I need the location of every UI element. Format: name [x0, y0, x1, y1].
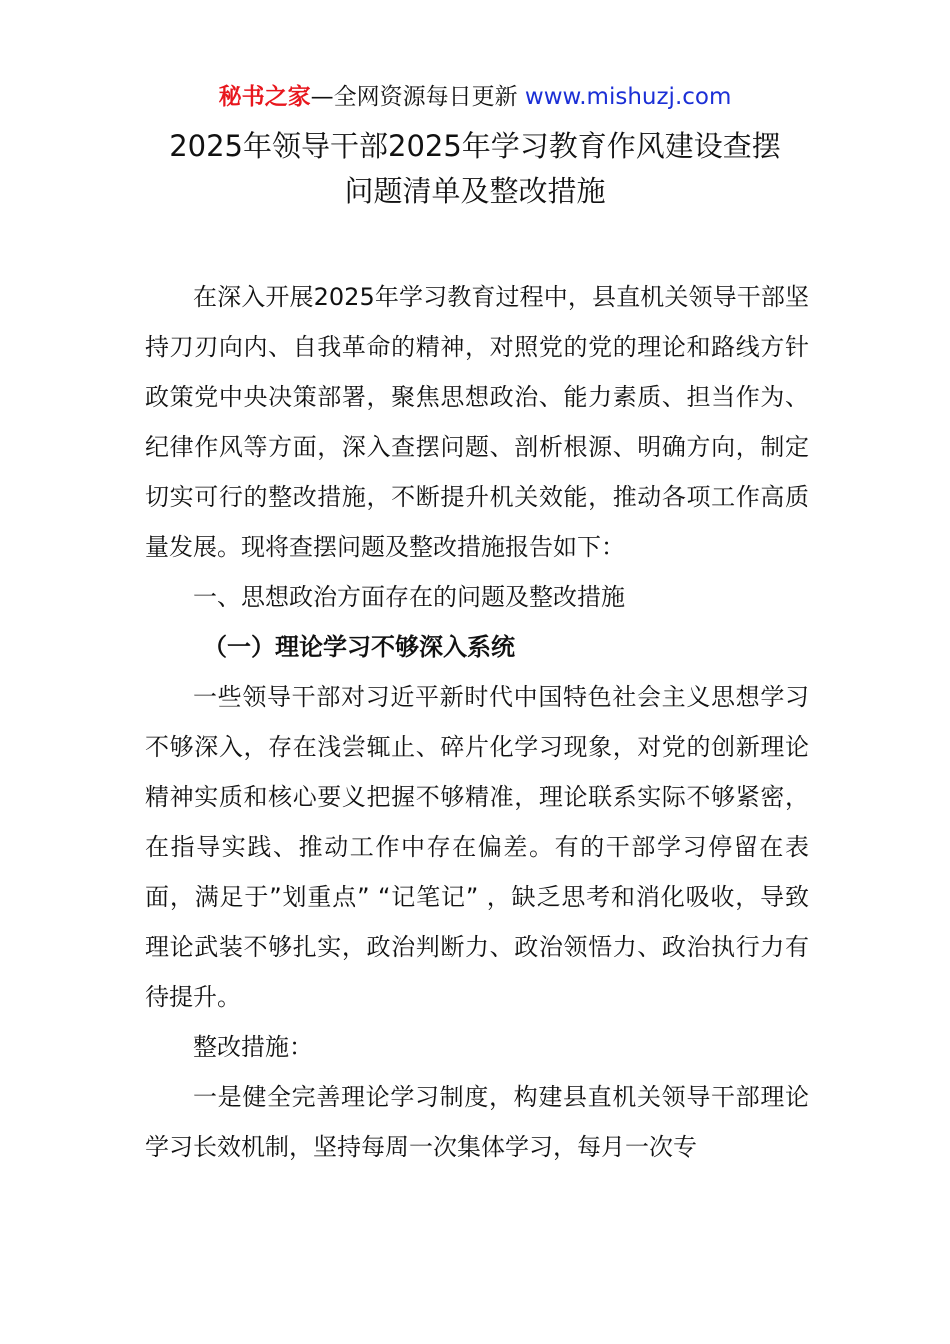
subsection-heading: （一）理论学习不够深入系统	[203, 633, 515, 661]
measures-label: 整改措施：	[193, 1033, 313, 1061]
measure-paragraph: 一是健全完善理论学习制度，构建县直机关领导干部理论学习长效机制，坚持每周一次集体学习，每月一次专	[145, 1083, 809, 1161]
site-banner	[0, 80, 950, 114]
banner-tagline: —全网资源每日更新	[310, 84, 518, 110]
problem-paragraph: 一些领导干部对习近平新时代中国特色社会主义思想学习不够深入，存在浅尝辄止、碎片化学习现象，对党的创新理论精神实质和核心要义把握不够精准，理论联系实际不够紧密，在指导实践、推动工作中存在偏差。有的干部学习停留在表面，满足于”划重点” “记笔记” ，缺乏思考和消化吸收，导致理论武装不够扎实，政治判断力、政治领悟力、政治执行力有待提升。	[145, 683, 809, 1011]
site-url-link[interactable]: www.mishuzj.com	[524, 84, 732, 110]
brand-name: 秘书之家	[218, 84, 311, 110]
document-title	[90, 124, 860, 214]
title-line-1: 2025年领导干部2025年学习教育作风建设查摆	[169, 129, 781, 163]
title-line-2: 问题清单及整改措施	[344, 174, 606, 208]
document-body	[145, 272, 809, 1172]
intro-paragraph: 在深入开展2025年学习教育过程中，县直机关领导干部坚持刀刃向内、自我革命的精神，对照党的党的理论和路线方针政策党中央决策部署，聚焦思想政治、能力素质、担当作为、纪律作风等方面，深入查摆问题、剖析根源、明确方向，制定切实可行的整改措施，不断提升机关效能，推动各项工作高质量发展。现将查摆问题及整改措施报告如下：	[145, 283, 809, 561]
section-heading: 一、思想政治方面存在的问题及整改措施	[193, 583, 625, 611]
